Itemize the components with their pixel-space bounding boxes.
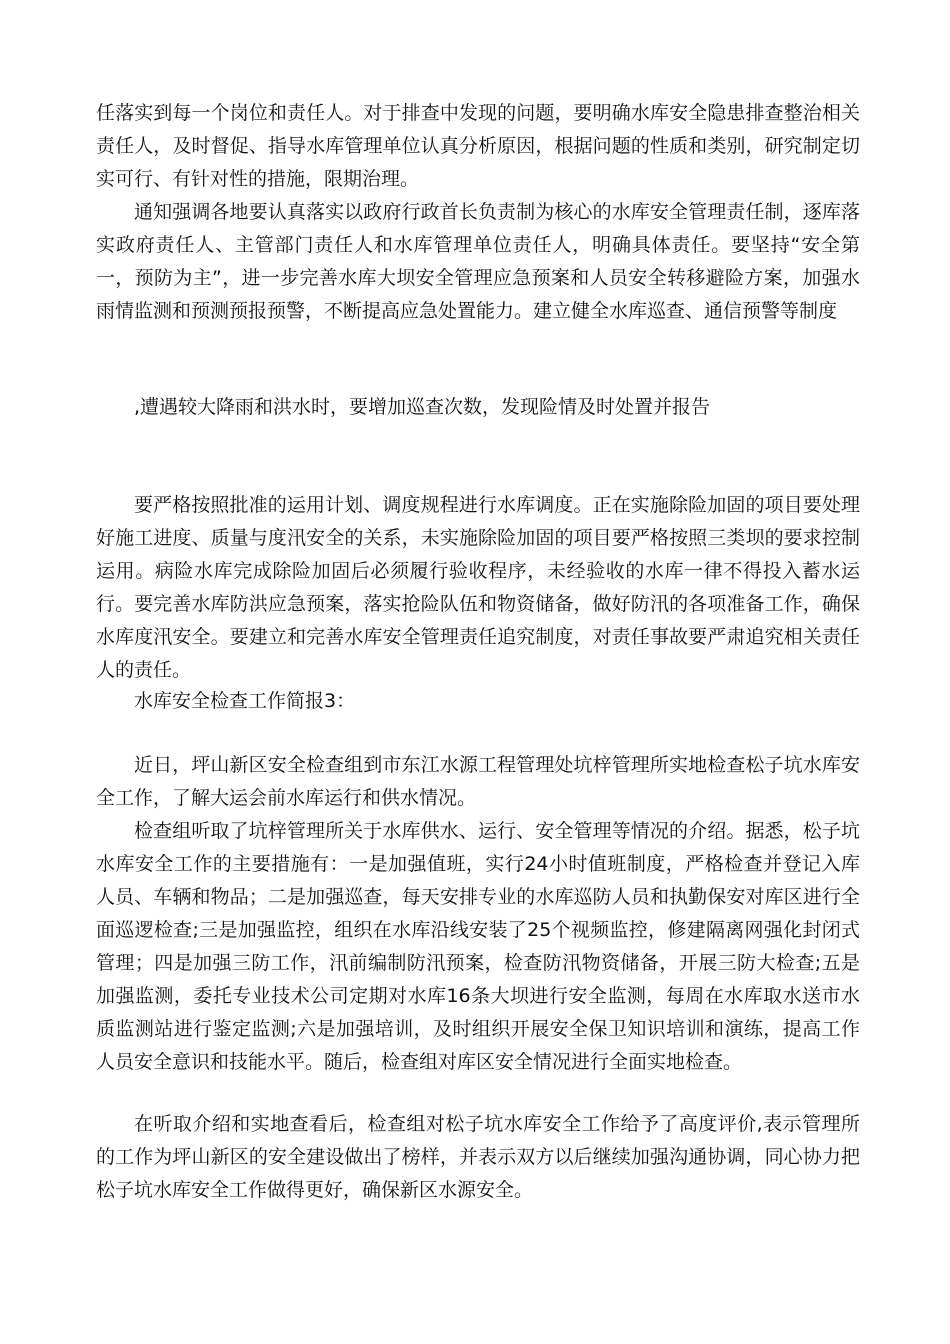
paragraph: 近日，坪山新区安全检查组到市东江水源工程管理处坑梓管理所实地检查松子坑水库安全工作，了解大运会前水库运行和供水情况。: [96, 754, 860, 809]
subheading: 水库安全检查工作简报3：: [134, 690, 356, 712]
paragraph: 检查组听取了坑梓管理所关于水库供水、运行、安全管理等情况的介绍。据悉，松子坑水库安全工作的主要措施有：一是加强值班，实行24小时值班制度，严格检查并登记入库人员、车辆和物品；二是加强巡查，每天安排专业的水库巡防人员和执勤保安对库区进行全面巡逻检查;三是加强监控，组织在水库沿线安装了25个视频监控，修建隔离网强化封闭式管理；四是加强三防工作，汛前编制防汛预案，检查防汛物资储备，开展三防大检查;五是加强监测，委托专业技术公司定期对水库16条大坝进行安全监测，每周在水库取水送市水质监测站进行鉴定监测;六是加强培训，及时组织开展安全保卫知识培训和演练，提高工作人员安全意识和技能水平。随后，检查组对库区安全情况进行全面实地检查。: [96, 820, 860, 1073]
paragraph: 通知强调各地要认真落实以政府行政首长负责制为核心的水库安全管理责任制，逐库落实政府责任人、主管部门责任人和水库管理单位责任人，明确具体责任。要坚持“安全第一，预防为主”，进一步完善水库大坝安全管理应急预案和人员安全转移避险方案，加强水雨情监测和预测预报预警，不断提高应急处置能力。建立健全水库巡查、通信预警等制度: [96, 201, 860, 322]
paragraph: 任落实到每一个岗位和责任人。对于排查中发现的问题，要明确水库安全隐患排查整治相关责任人，及时督促、指导水库管理单位认真分析原因，根据问题的性质和类别，研究制定切实可行、有针对性的措施，限期治理。: [96, 102, 860, 190]
paragraph: 要严格按照批准的运用计划、调度规程进行水库调度。正在实施除险加固的项目要处理好施工进度、质量与度汛安全的关系，未实施除险加固的项目要严格按照三类坝的要求控制运用。病险水库完成除险加固后必须履行验收程序，未经验收的水库一律不得投入蓄水运行。要完善水库防洪应急预案，落实抢险队伍和物资储备，做好防汛的各项准备工作，确保水库度汛安全。要建立和完善水库安全管理责任追究制度，对责任事故要严肃追究相关责任人的责任。: [96, 494, 860, 681]
paragraph: 在听取介绍和实地查看后，检查组对松子坑水库安全工作给予了高度评价,表示管理所的工作为坪山新区的安全建设做出了榜样，并表示双方以后继续加强沟通协调，同心协力把松子坑水库安全工作做得更好，确保新区水源安全。: [96, 1113, 860, 1201]
paragraph: ,遭遇较大降雨和洪水时，要增加巡查次数，发现险情及时处置并报告: [134, 396, 711, 418]
